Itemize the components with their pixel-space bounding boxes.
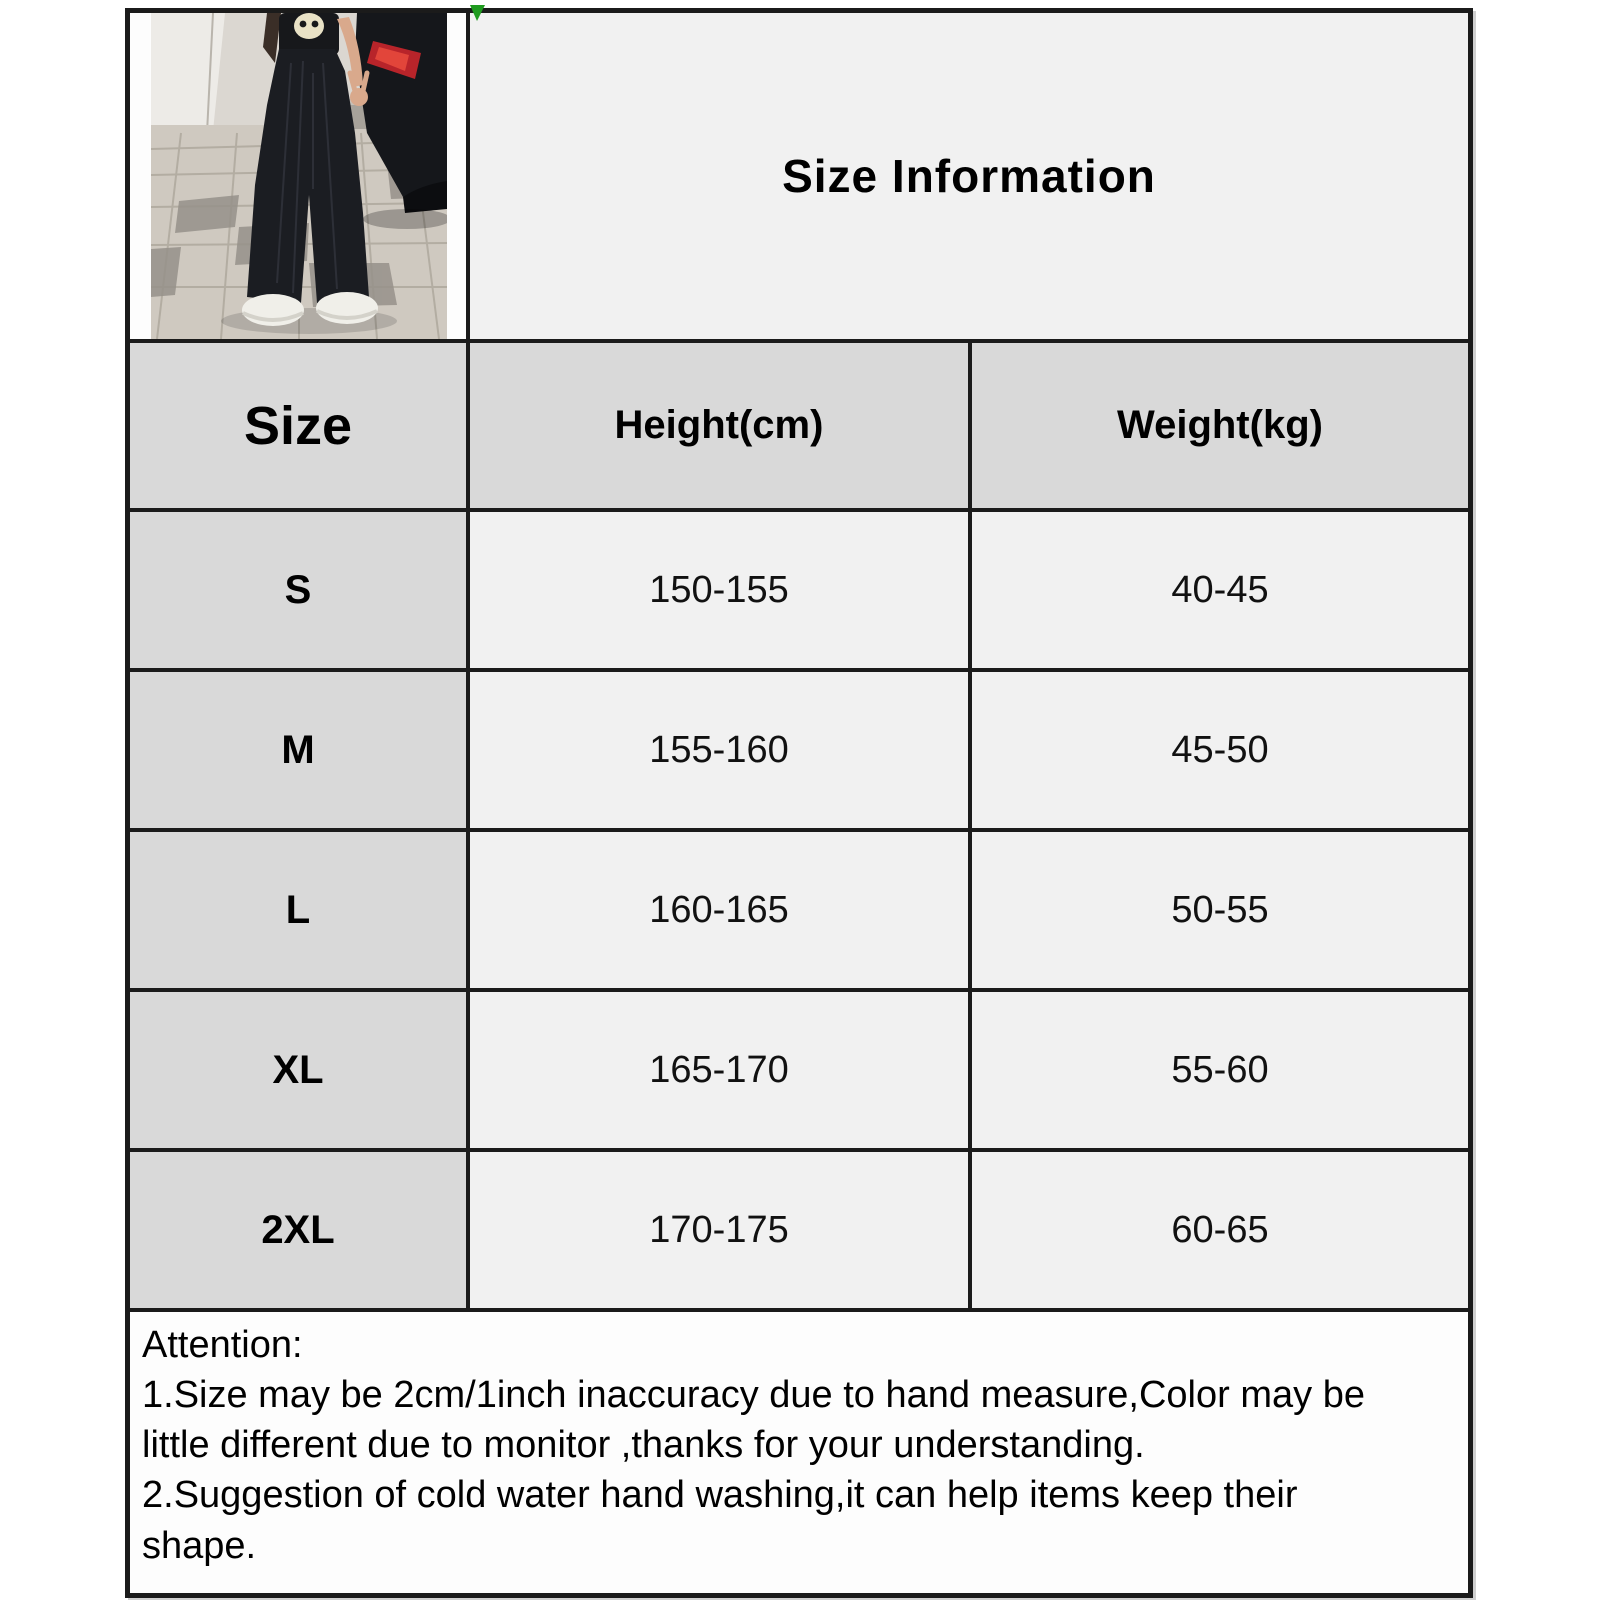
skull-graphic bbox=[294, 13, 324, 39]
row-l-weight: 50-55 bbox=[972, 832, 1468, 992]
row-s-size: S bbox=[130, 512, 470, 672]
page-title bbox=[470, 13, 1468, 343]
column-header-height: Height(cm) bbox=[470, 343, 972, 512]
row-l-height: 160-165 bbox=[470, 832, 972, 992]
size-information-title: Size Information bbox=[782, 150, 1156, 202]
attention-note-1: 1.Size may be 2cm/1inch inaccuracy due to hand measure,Color may be little different due to monitor ,thanks for your understanding. bbox=[142, 1374, 1365, 1467]
product-photo-cell bbox=[130, 13, 470, 343]
attention-heading: Attention: bbox=[142, 1324, 303, 1366]
column-header-size: Size bbox=[130, 343, 470, 512]
row-2xl-weight: 60-65 bbox=[972, 1152, 1468, 1312]
size-information-table bbox=[125, 8, 1473, 1598]
column-header-weight: Weight(kg) bbox=[972, 343, 1468, 512]
attention-box bbox=[130, 1312, 1468, 1593]
row-s-height: 150-155 bbox=[470, 512, 972, 672]
row-xl-weight: 55-60 bbox=[972, 992, 1468, 1152]
row-xl-size: XL bbox=[130, 992, 470, 1152]
row-2xl-height: 170-175 bbox=[470, 1152, 972, 1312]
product-photo bbox=[151, 13, 447, 339]
row-s-weight: 40-45 bbox=[972, 512, 1468, 672]
row-xl-height: 165-170 bbox=[470, 992, 972, 1152]
green-corner-flag-icon bbox=[469, 5, 487, 23]
row-m-size: M bbox=[130, 672, 470, 832]
row-m-weight: 45-50 bbox=[972, 672, 1468, 832]
row-l-size: L bbox=[130, 832, 470, 992]
attention-note-2: 2.Suggestion of cold water hand washing,it can help items keep their shape. bbox=[142, 1474, 1298, 1567]
row-2xl-size: 2XL bbox=[130, 1152, 470, 1312]
row-m-height: 155-160 bbox=[470, 672, 972, 832]
